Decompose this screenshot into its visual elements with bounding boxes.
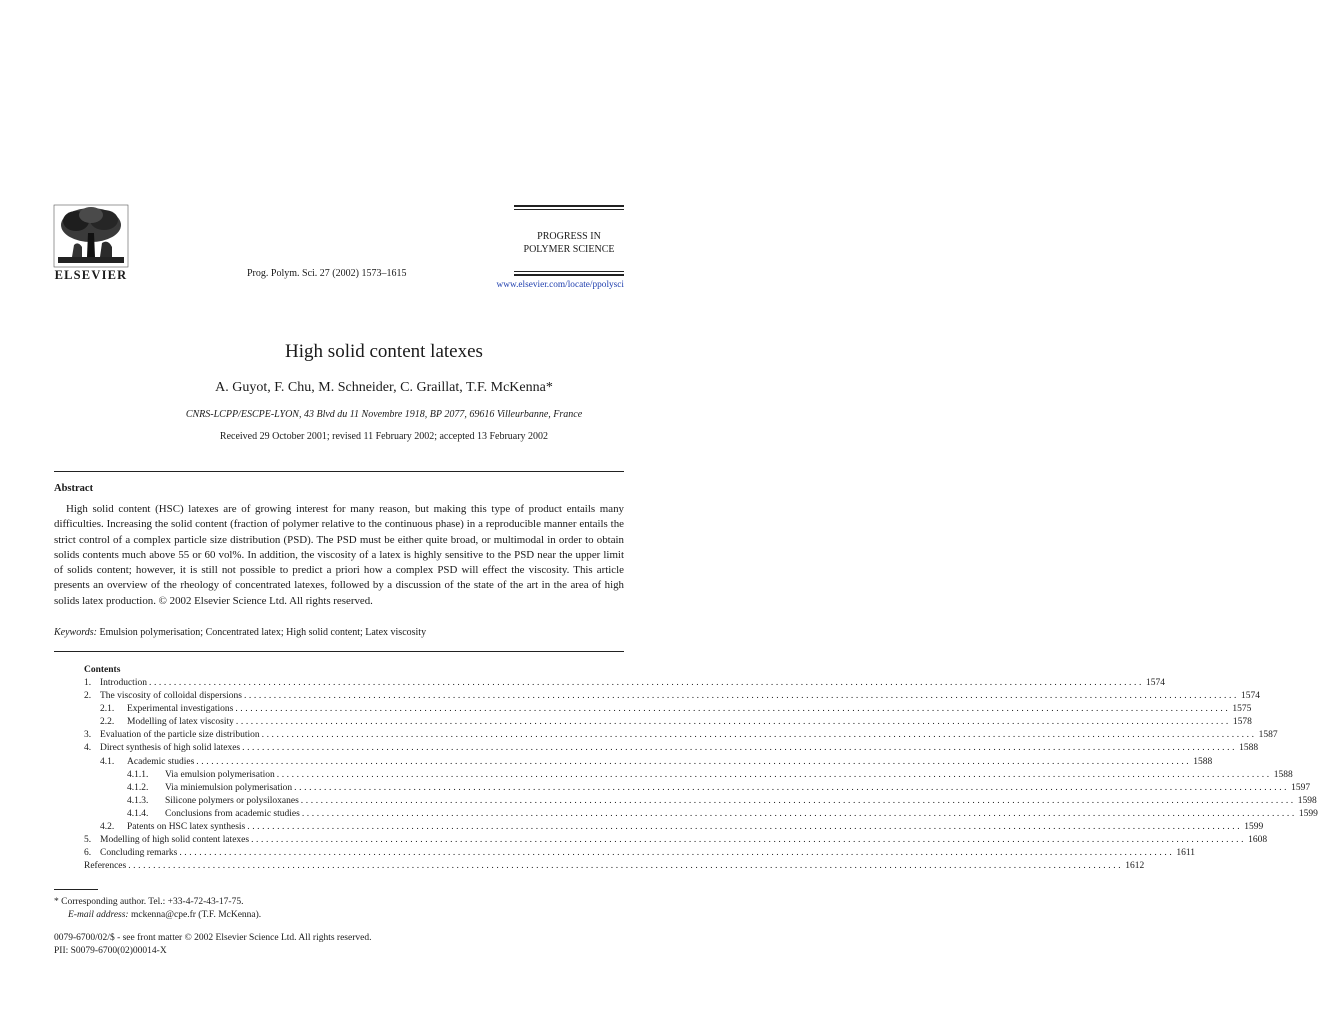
received-dates: Received 29 October 2001; revised 11 February 2002; accepted 13 February 2002 [219, 431, 549, 442]
toc-leader-dots: ........................................................................................................................................................................................................ [243, 691, 1239, 702]
toc-leader-dots: ........................................................................................................................................................................................................ [300, 795, 1296, 806]
toc-page-number: 1611 [1176, 848, 1195, 859]
abstract-heading: Abstract [54, 483, 94, 494]
pii-line: PII: S0079-6700(02)00014-X [54, 946, 167, 956]
toc-leader-dots: ........................................................................................................................................................................................................ [128, 861, 1124, 872]
keywords-values: Emulsion polymerisation; Concentrated latex; High solid content; Latex viscosity [99, 627, 427, 638]
journal-name-line2: POLYMER SCIENCE [523, 243, 615, 255]
toc-page-number: 1588 [1273, 769, 1293, 780]
toc-leader-dots: ........................................................................................................................................................................................................ [276, 769, 1272, 780]
toc-entry[interactable] [84, 703, 1252, 716]
footnote-email-label: E-mail address: [68, 910, 129, 920]
toc-page-number: 1599 [1298, 808, 1318, 819]
journal-bottom-rule [514, 274, 624, 276]
toc-entry[interactable] [84, 808, 1318, 821]
toc-number: 6. [84, 848, 92, 859]
contents-heading: Contents [84, 665, 121, 675]
journal-name-line1: PROGRESS IN [537, 231, 601, 242]
abstract-text: High solid content (HSC) latexes are of growing interest for many reason, but making this type of product entails many difficulties. Increasing the solid content (fraction of polymer relative to the continuous phase) in a reproducible manner entails the strict control of a complex particle size distribution (PSD). The PSD must be either quite broad, or multimodal in order to obtain solids contents much above 55 or 60 vol%. In addition, the viscosity of a latex is highly sensitive to the PSD near the upper limit of solids content; however, it is still not possible to predict a priori how a complex PSD will effect the viscosity. This article presents an overview of the rheology of concentrated latexes, followed by a discussion of the state of the art in the area of high solids latex production. © 2002 Elsevier Science Ltd. All rights reserved. [54, 503, 624, 607]
toc-label: Modelling of latex viscosity [127, 717, 234, 728]
toc-label: Via emulsion polymerisation [165, 769, 275, 780]
toc-leader-dots: ........................................................................................................................................................................................................ [247, 822, 1243, 833]
toc-label: Academic studies [127, 756, 195, 767]
toc-leader-dots: ........................................................................................................................................................................................................ [235, 717, 1231, 728]
toc-leader-dots: ........................................................................................................................................................................................................ [301, 808, 1297, 819]
toc-page-number: 1574 [1240, 691, 1260, 702]
toc-entry[interactable] [84, 782, 1311, 795]
toc-entry[interactable] [84, 742, 1259, 755]
affiliation: CNRS-LCPP/ESCPE-LYON, 43 Blvd du 11 Novembre 1918, BP 2077, 69616 Villeurbanne, France [185, 409, 583, 420]
footnote-email-line [54, 909, 261, 922]
toc-page-number: 1608 [1248, 835, 1268, 846]
toc-leader-dots: ........................................................................................................................................................................................................ [148, 678, 1144, 688]
publisher-name: ELSEVIER [54, 268, 128, 282]
toc-leader-dots: ........................................................................................................................................................................................................ [294, 782, 1290, 793]
toc-entry[interactable] [84, 756, 1213, 769]
toc-entry[interactable] [84, 821, 1264, 834]
abstract-top-rule [54, 471, 624, 472]
footnote-tel-line [54, 896, 261, 909]
toc-page-number: 1574 [1145, 678, 1165, 688]
footnote-rule [54, 889, 98, 890]
toc-number: 1. [84, 678, 92, 688]
toc-leader-dots: ........................................................................................................................................................................................................ [261, 730, 1257, 741]
journal-bottom-rule-thin [514, 271, 624, 272]
toc-page-number: 1598 [1297, 795, 1317, 806]
toc-label: Modelling of high solid content latexes [100, 835, 250, 846]
toc-number: 4. [84, 743, 92, 754]
journal-name [514, 231, 624, 256]
toc-number: 5. [84, 835, 92, 846]
journal-top-rule [514, 205, 624, 207]
toc-label: Conclusions from academic studies [165, 808, 300, 819]
table-of-contents [84, 664, 1318, 873]
keywords-line [54, 627, 624, 638]
toc-number: 3. [84, 730, 92, 741]
toc-leader-dots: ........................................................................................................................................................................................................ [251, 835, 1247, 846]
toc-entry[interactable] [84, 860, 1145, 873]
toc-entry[interactable] [84, 690, 1260, 703]
elsevier-tree-icon [54, 205, 128, 267]
article-title: High solid content latexes [285, 341, 483, 362]
toc-entry[interactable] [84, 677, 1165, 690]
toc-number: 2. [84, 691, 92, 702]
toc-page-number: 1612 [1125, 861, 1145, 872]
toc-leader-dots: ........................................................................................................................................................................................................ [196, 756, 1192, 767]
toc-label: References [84, 861, 127, 872]
toc-entry[interactable] [84, 847, 1195, 860]
toc-number: 4.1.1. [127, 769, 149, 780]
journal-reference: Prog. Polym. Sci. 27 (2002) 1573–1615 [247, 268, 407, 279]
toc-page-number: 1575 [1232, 704, 1252, 715]
toc-page-number: 1588 [1239, 743, 1259, 754]
footnote-tel: Corresponding author. Tel.: +33-4-72-43-17-75. [61, 897, 244, 907]
toc-leader-dots: ........................................................................................................................................................................................................ [242, 743, 1238, 754]
toc-label: Introduction [100, 678, 147, 688]
toc-entry[interactable] [84, 795, 1317, 808]
toc-number: 4.1.3. [127, 795, 149, 806]
journal-url-link[interactable]: www.elsevier.com/locate/ppolysci [496, 280, 624, 290]
toc-label: Direct synthesis of high solid latexes [100, 743, 241, 754]
toc-number: 4.1.4. [127, 808, 149, 819]
toc-page-number: 1587 [1258, 730, 1278, 741]
journal-top-rule-thin [514, 209, 624, 210]
toc-entry[interactable] [84, 716, 1252, 729]
toc-page-number: 1588 [1193, 756, 1213, 767]
toc-label: Via miniemulsion polymerisation [165, 782, 293, 793]
toc-leader-dots: ........................................................................................................................................................................................................ [179, 848, 1175, 859]
toc-number: 4.1.2. [127, 782, 149, 793]
toc-page-number: 1597 [1291, 782, 1311, 793]
toc-label: Silicone polymers or polysiloxanes [165, 795, 299, 806]
toc-label: The viscosity of colloidal dispersions [100, 691, 242, 702]
toc-number: 2.2. [100, 717, 115, 728]
footnote [54, 896, 261, 922]
copyright-block [54, 932, 371, 958]
toc-page-number: 1599 [1244, 822, 1264, 833]
toc-label: Concluding remarks [100, 848, 178, 859]
toc-entry[interactable] [84, 834, 1268, 847]
keywords-label: Keywords: [54, 627, 97, 638]
toc-label: Evaluation of the particle size distribution [100, 730, 260, 741]
toc-number: 4.1. [100, 756, 115, 767]
toc-number: 2.1. [100, 704, 115, 715]
author-list: A. Guyot, F. Chu, M. Schneider, C. Graillat, T.F. McKenna* [215, 380, 553, 395]
contents-top-rule [54, 651, 624, 652]
toc-label: Experimental investigations [127, 704, 234, 715]
toc-number: 4.2. [100, 822, 115, 833]
elsevier-logo [54, 205, 128, 283]
toc-list [84, 677, 1318, 873]
toc-entry[interactable] [84, 769, 1293, 782]
toc-leader-dots: ........................................................................................................................................................................................................ [235, 704, 1231, 715]
footnote-marker: * [54, 897, 59, 907]
footnote-email[interactable]: mckenna@cpe.fr (T.F. McKenna). [130, 910, 262, 920]
copyright-line: 0079-6700/02/$ - see front matter © 2002 Elsevier Science Ltd. All rights reserved. [54, 933, 372, 943]
toc-page-number: 1578 [1232, 717, 1252, 728]
toc-entry[interactable] [84, 729, 1278, 742]
toc-label: Patents on HSC latex synthesis [127, 822, 246, 833]
